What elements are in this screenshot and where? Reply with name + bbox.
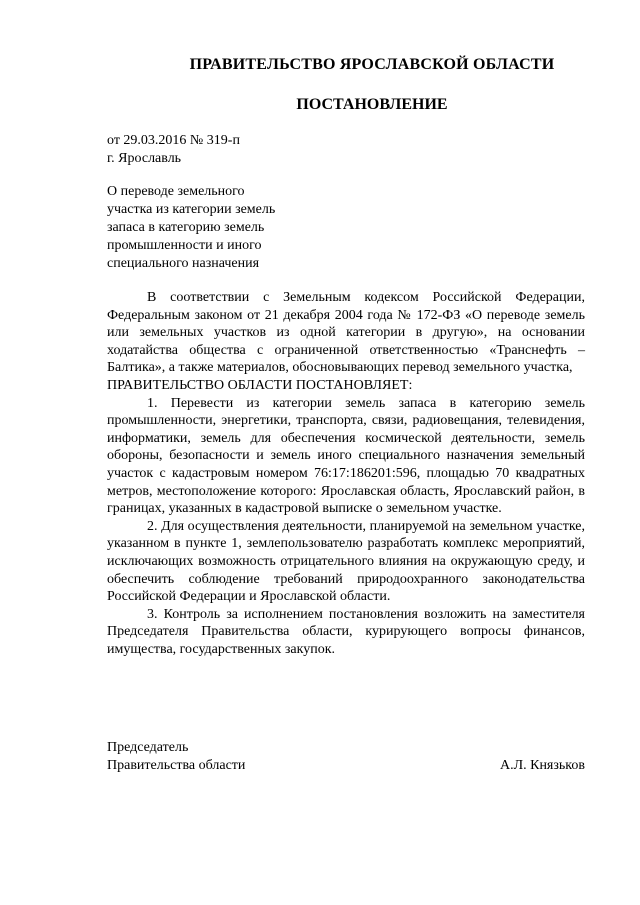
signature-block xyxy=(107,739,585,775)
document-body xyxy=(107,289,585,658)
issuing-authority: ПРАВИТЕЛЬСТВО ЯРОСЛАВСКОЙ ОБЛАСТИ xyxy=(189,56,555,73)
subject-line: специального назначения xyxy=(107,256,260,271)
clause-1: 1. Перевести из категории земель запаса в категорию земель промышленности, энергетики, транспорта, связи, радиовещания, телевидения, информатики, земель для обеспечения космической деятельности, земель обороны, безопасности и земель иного специального назначения земельный участок с кадастровым номером 76:17:186201:596, площадью 70 квадратных метров, местоположение которого: Ярославская область, Ярославский район, в границах, указанных в кадастровой выписке о земельном участке. xyxy=(107,395,585,517)
signatory-title-line1: Председатель xyxy=(107,740,189,755)
clause-3: 3. Контроль за исполнением постановления возложить на заместителя Председателя Правительства области, курирующего вопросы финансов, имущества, государственных закупок. xyxy=(107,606,585,657)
preamble-paragraph: В соответствии с Земельным кодексом Российской Федерации, Федеральным законом от 21 декабря 2004 года № 172-ФЗ «О переводе земель или земельных участков из одной категории в другую», на основании ходатайства общества с ограниченной ответственностью «Транснефть – Балтика», а также материалов, обосновывающих перевод земельного участка, xyxy=(107,290,585,376)
clause-2: 2. Для осуществления деятельности, планируемой на земельном участке, указанном в пункте 1, землепользователю разработать комплекс мероприятий, исключающих возможность отрицательного влияния на окружающую среду, и обеспечить соблюдение требований природоохранного законодательства Российской Федерации и Ярославской области. xyxy=(107,518,585,605)
resolution-statement: ПРАВИТЕЛЬСТВО ОБЛАСТИ ПОСТАНОВЛЯЕТ: xyxy=(107,377,413,393)
document-type: ПОСТАНОВЛЕНИЕ xyxy=(296,96,448,113)
document-meta xyxy=(107,132,240,168)
subject-line: О переводе земельного xyxy=(107,184,245,199)
date-number: от 29.03.2016 № 319-п xyxy=(107,133,240,148)
signatory-title-line2: Правительства области xyxy=(107,758,246,773)
signatory-name: А.Л. Князьков xyxy=(500,758,585,773)
signature-row xyxy=(107,757,585,775)
subject-line: участка из категории земель xyxy=(107,202,276,217)
subject-line: запаса в категорию земель xyxy=(107,220,265,235)
city: г. Ярославль xyxy=(107,151,182,166)
document-subject xyxy=(107,183,327,273)
subject-line: промышленности и иного xyxy=(107,238,262,253)
